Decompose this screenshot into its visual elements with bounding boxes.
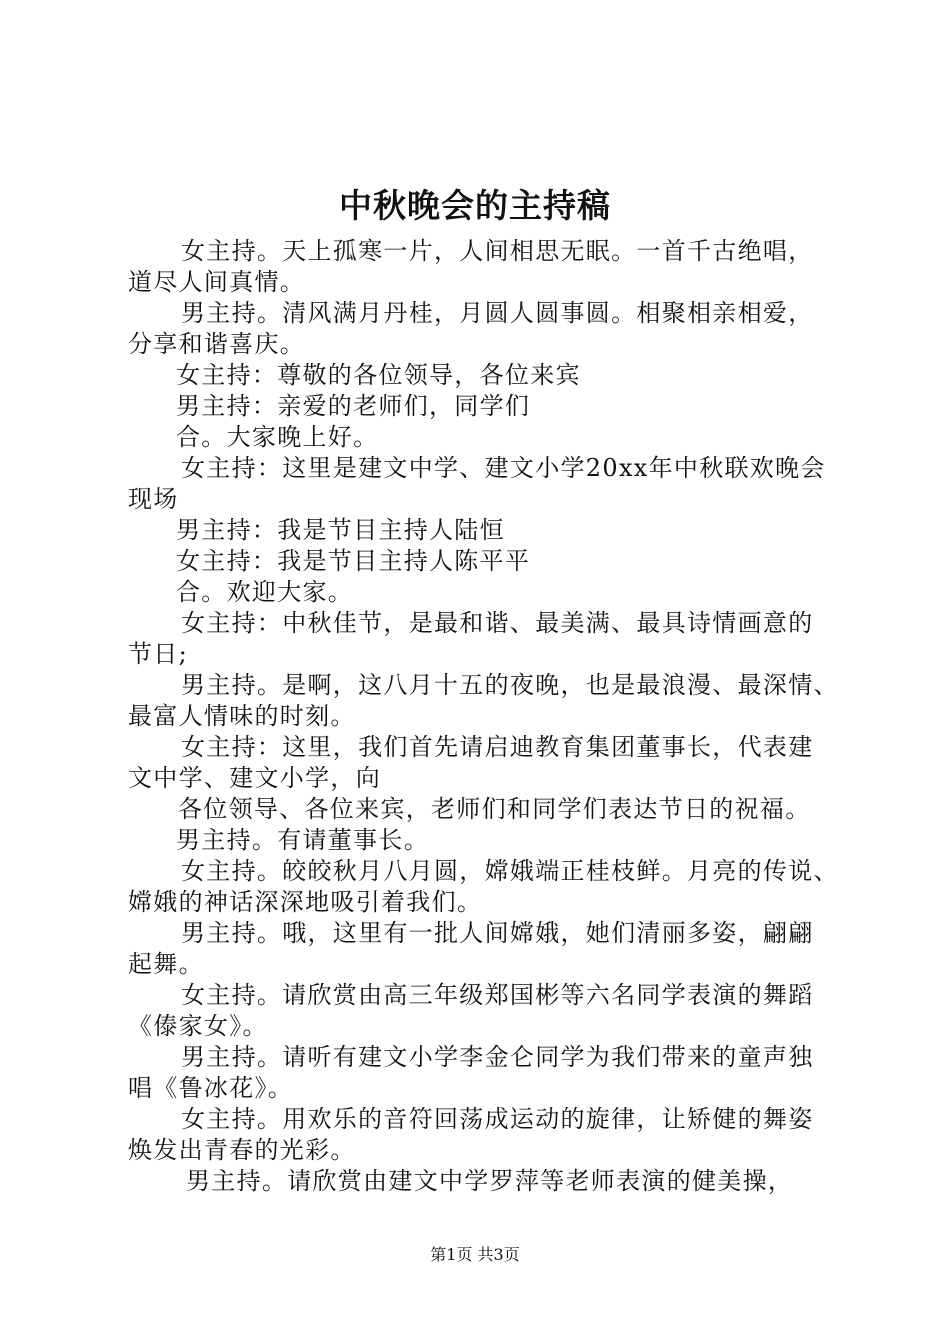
text-line: 合。欢迎大家。	[176, 578, 354, 606]
text-line: 嫦娥的神话深深地吸引着我们。	[128, 888, 483, 916]
text-line: 文中学、建文小学，向	[128, 764, 381, 792]
document-body	[128, 236, 839, 1197]
text-line: 男主持。是啊，这八月十五的夜晚，也是最浪漫、最深情、	[181, 671, 839, 699]
text-line: 起舞。	[128, 950, 204, 978]
text-line: 女主持。请欣赏由高三年级郑国彬等六名同学表演的舞蹈	[181, 981, 814, 1009]
text-line: 道尽人间真情。	[128, 268, 306, 296]
text-line: 男主持：亲爱的老师们，同学们	[176, 392, 531, 420]
document-title: 中秋晚会的主持稿	[339, 186, 611, 225]
text-line: 女主持：尊敬的各位领导，各位来宾	[176, 361, 581, 389]
text-line: 女主持：这里是建文中学、建文小学20xx年中秋联欢晚会	[181, 454, 826, 482]
text-line: 男主持。请听有建文小学李金仑同学为我们带来的童声独	[181, 1043, 814, 1071]
text-line: 女主持。用欢乐的音符回荡成运动的旋律，让矫健的舞姿	[181, 1105, 814, 1133]
text-line: 焕发出青春的光彩。	[128, 1136, 356, 1164]
text-line: 分享和谐喜庆。	[128, 330, 306, 358]
text-line: 《傣家女》。	[128, 1012, 268, 1040]
text-line: 男主持。请欣赏由建文中学罗萍等老师表演的健美操，	[186, 1167, 794, 1195]
text-line: 女主持：这里，我们首先请启迪教育集团董事长，代表建	[181, 733, 814, 761]
text-line: 女主持：我是节目主持人陈平平	[176, 547, 531, 575]
text-line: 女主持。皎皎秋月八月圆，嫦娥端正桂枝鲜。月亮的传说、	[181, 857, 839, 885]
text-line: 女主持：中秋佳节，是最和谐、最美满、最具诗情画意的	[181, 609, 814, 637]
text-line: 男主持：我是节目主持人陆恒	[176, 516, 505, 544]
text-line: 唱《鲁冰花》。	[128, 1074, 294, 1102]
page-number-footer: 第1页 共3页	[430, 1245, 520, 1264]
text-line: 现场	[128, 485, 179, 513]
text-line: 女主持。天上孤寒一片，人间相思无眠。一首千古绝唱，	[181, 237, 814, 265]
text-line: 男主持。哦，这里有一批人间嫦娥，她们清丽多姿，翩翩	[181, 919, 814, 947]
text-line: 男主持。有请董事长。	[176, 826, 429, 854]
text-line: 各位领导、各位来宾，老师们和同学们表达节日的祝福。	[178, 795, 811, 823]
text-line: 节日;	[128, 640, 188, 668]
text-line: 男主持。清风满月丹桂，月圆人圆事圆。相聚相亲相爱，	[181, 299, 814, 327]
text-line: 合。大家晚上好。	[176, 423, 379, 451]
text-line: 最富人情味的时刻。	[128, 702, 356, 730]
